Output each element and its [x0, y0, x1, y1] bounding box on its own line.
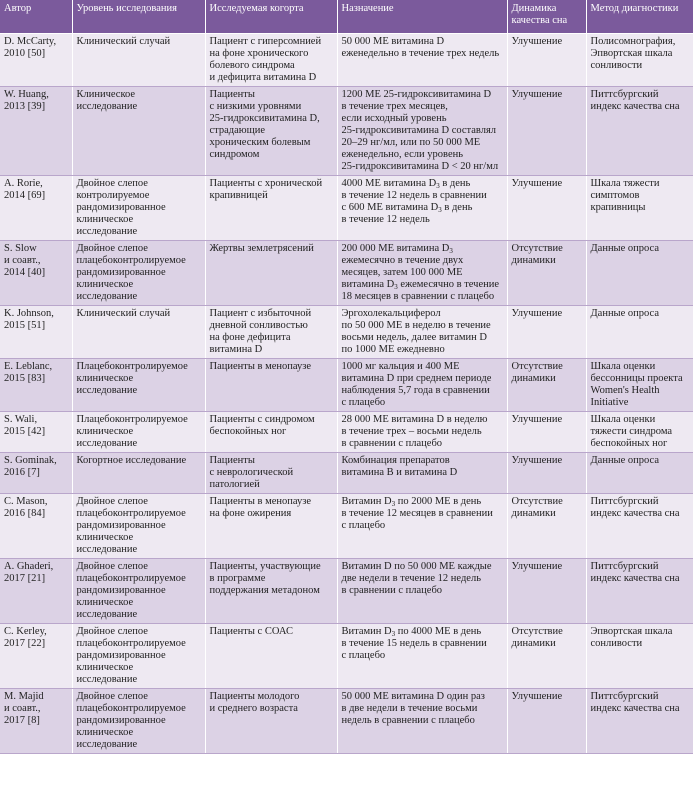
cell-prescription	[337, 241, 507, 306]
cell-cohort: Пациенты молодого и среднего возраста	[205, 689, 337, 754]
cell-dynamics: Улучшение	[507, 689, 586, 754]
cell-cohort: Пациент с избыточной дневной сонливостью на фоне дефицита витамина D	[205, 306, 337, 359]
cell-dynamics: Отсутствие динамики	[507, 241, 586, 306]
prescription-text: Витамин D	[341, 496, 392, 507]
cell-dynamics: Улучшение	[507, 176, 586, 241]
header-cohort: Исследуемая когорта	[205, 0, 337, 34]
table-row	[0, 689, 693, 754]
prescription-text: по 2000 МЕ в день в течение 12 месяцев в сравнении с плацебо	[341, 496, 493, 531]
cell-dynamics: Отсутствие динамики	[507, 359, 586, 412]
cell-author: W. Huang, 2013 [39]	[0, 87, 72, 176]
cell-method: Питтсбургский индекс качества сна	[586, 87, 693, 176]
prescription-text: в день в течение 12 недель	[341, 202, 473, 225]
cell-method: Данные опроса	[586, 453, 693, 494]
cell-cohort: Пациенты в менопаузе	[205, 359, 337, 412]
prescription-text: 4000 МЕ витамина D	[341, 178, 437, 189]
cell-level: Плацебоконтролируемое клиническое исследование	[72, 412, 205, 453]
table-row	[0, 412, 693, 453]
cell-method: Питтсбургский индекс качества сна	[586, 689, 693, 754]
table-row	[0, 34, 693, 87]
table-row	[0, 494, 693, 559]
header-method: Метод диагностики	[586, 0, 693, 34]
subscript: 3	[394, 283, 398, 291]
table-row	[0, 241, 693, 306]
prescription-text: по 4000 МЕ в день в течение 15 недель в сравнении с плацебо	[341, 626, 487, 661]
cell-dynamics: Отсутствие динамики	[507, 624, 586, 689]
cell-method: Данные опроса	[586, 241, 693, 306]
cell-level: Клиническое исследование	[72, 87, 205, 176]
table-body	[0, 34, 693, 754]
cell-dynamics: Улучшение	[507, 453, 586, 494]
table-row	[0, 306, 693, 359]
prescription-text: ежемесячно в течение двух месяцев, затем 100 000 МЕ витамина D	[341, 255, 464, 290]
cell-author: S. Gominak, 2016 [7]	[0, 453, 72, 494]
cell-method: Данные опроса	[586, 306, 693, 359]
cell-cohort: Пациенты в менопаузе на фоне ожирения	[205, 494, 337, 559]
cell-author: D. McCarty, 2010 [50]	[0, 34, 72, 87]
cell-method: Шкала оценки бессонницы проекта Women's Health Initiative	[586, 359, 693, 412]
cell-level: Клинический случай	[72, 34, 205, 87]
cell-dynamics: Отсутствие динамики	[507, 494, 586, 559]
cell-author: A. Rorie, 2014 [69]	[0, 176, 72, 241]
prescription-text: ежемесячно в течение 18 месяцев в сравнении с плацебо	[341, 279, 500, 302]
cell-prescription: Комбинация препаратов витамина B и витамина D	[337, 453, 507, 494]
cell-level: Двойное слепое контролируемое рандомизированное клиническое исследование	[72, 176, 205, 241]
cell-prescription: 50 000 МЕ витамина D еженедельно в течение трех недель	[337, 34, 507, 87]
cell-cohort: Пациент с гиперсомнией на фоне хронического болевого синдрома и дефицита витамина D	[205, 34, 337, 87]
prescription-text: 200 000 МЕ витамина D	[341, 243, 450, 254]
table-row	[0, 559, 693, 624]
table-row	[0, 624, 693, 689]
header-prescription: Назначение	[337, 0, 507, 34]
cell-cohort: Пациенты с хронической крапивницей	[205, 176, 337, 241]
cell-level: Когортное исследование	[72, 453, 205, 494]
cell-dynamics: Улучшение	[507, 412, 586, 453]
subscript: 3	[391, 630, 396, 638]
table-row	[0, 453, 693, 494]
cell-author: K. Johnson, 2015 [51]	[0, 306, 72, 359]
header-dynamics: Динамика качества сна	[507, 0, 586, 34]
cell-level: Клинический случай	[72, 306, 205, 359]
cell-method: Эпвортская шкала сонливости	[586, 624, 693, 689]
table-row	[0, 176, 693, 241]
subscript: 3	[449, 247, 453, 255]
table-row	[0, 359, 693, 412]
cell-dynamics: Улучшение	[507, 559, 586, 624]
cell-cohort: Пациенты с низкими уровнями 25-гидроксивитамина D, страдающие хроническим болевым синдромом	[205, 87, 337, 176]
cell-method: Шкала тяжести симптомов крапивницы	[586, 176, 693, 241]
header-author: Автор	[0, 0, 72, 34]
cell-cohort: Пациенты, участвующие в программе поддержания метадоном	[205, 559, 337, 624]
table-row	[0, 87, 693, 176]
header-level: Уровень исследования	[72, 0, 205, 34]
cell-prescription	[337, 494, 507, 559]
cell-cohort: Жертвы землетрясений	[205, 241, 337, 306]
cell-level: Двойное слепое плацебоконтролируемое рандомизированное клиническое исследование	[72, 559, 205, 624]
cell-prescription: 1000 мг кальция и 400 МЕ витамина D при среднем периоде наблюдения 5,7 года в сравнении с плацебо	[337, 359, 507, 412]
cell-author: S. Slow и соавт., 2014 [40]	[0, 241, 72, 306]
cell-author: C. Mason, 2016 [84]	[0, 494, 72, 559]
table-header-row	[0, 0, 693, 34]
cell-prescription: 50 000 МЕ витамина D один раз в две недели в течение восьми недель в сравнении с плацебо	[337, 689, 507, 754]
cell-method: Полисомнография, Эпвортская шкала сонливости	[586, 34, 693, 87]
prescription-text: Витамин D	[341, 626, 392, 637]
cell-author: M. Majid и соавт., 2017 [8]	[0, 689, 72, 754]
cell-prescription	[337, 176, 507, 241]
cell-level: Плацебоконтролируемое клиническое исследование	[72, 359, 205, 412]
cell-author: E. Leblanc, 2015 [83]	[0, 359, 72, 412]
cell-cohort: Пациенты с синдромом беспокойных ног	[205, 412, 337, 453]
cell-prescription: Витамин D по 50 000 МЕ каждые две недели в течение 12 недель в сравнении с плацебо	[337, 559, 507, 624]
cell-author: S. Wali, 2015 [42]	[0, 412, 72, 453]
cell-level: Двойное слепое плацебоконтролируемое рандомизированное клиническое исследование	[72, 624, 205, 689]
cell-prescription	[337, 624, 507, 689]
subscript: 3	[438, 206, 442, 214]
subscript: 3	[391, 500, 396, 508]
prescription-text: в день в течение 12 недель в сравнении с 600 МЕ витамина D	[341, 178, 487, 213]
cell-level: Двойное слепое плацебоконтролируемое рандомизированное клиническое исследование	[72, 494, 205, 559]
cell-method: Питтсбургский индекс качества сна	[586, 494, 693, 559]
cell-dynamics: Улучшение	[507, 34, 586, 87]
cell-cohort: Пациенты с неврологической патологией	[205, 453, 337, 494]
cell-author: C. Kerley, 2017 [22]	[0, 624, 72, 689]
cell-dynamics: Улучшение	[507, 306, 586, 359]
cell-prescription: 1200 МЕ 25-гидроксивитамина D в течение трех месяцев, если исходный уровень 25-гидроксивитамина D составлял 20–29 нг/мл, или по 50 000 МЕ еженедельно, если уровень 25-гидроксивитамина D < 20 нг/мл	[337, 87, 507, 176]
cell-prescription: Эргохолекальциферол по 50 000 МЕ в неделю в течение восьми недель, далее витамин D по 1000 МЕ ежедневно	[337, 306, 507, 359]
cell-method: Питтсбургский индекс качества сна	[586, 559, 693, 624]
cell-dynamics: Улучшение	[507, 87, 586, 176]
cell-method: Шкала оценки тяжести синдрома беспокойных ног	[586, 412, 693, 453]
cell-author: A. Ghaderi, 2017 [21]	[0, 559, 72, 624]
cell-cohort: Пациенты с СОАС	[205, 624, 337, 689]
cell-level: Двойное слепое плацебоконтролируемое рандомизированное клиническое исследование	[72, 241, 205, 306]
subscript: 3	[436, 182, 440, 190]
cell-prescription: 28 000 МЕ витамина D в неделю в течение трех – восьми недель в сравнении с плацебо	[337, 412, 507, 453]
cell-level: Двойное слепое плацебоконтролируемое рандомизированное клиническое исследование	[72, 689, 205, 754]
